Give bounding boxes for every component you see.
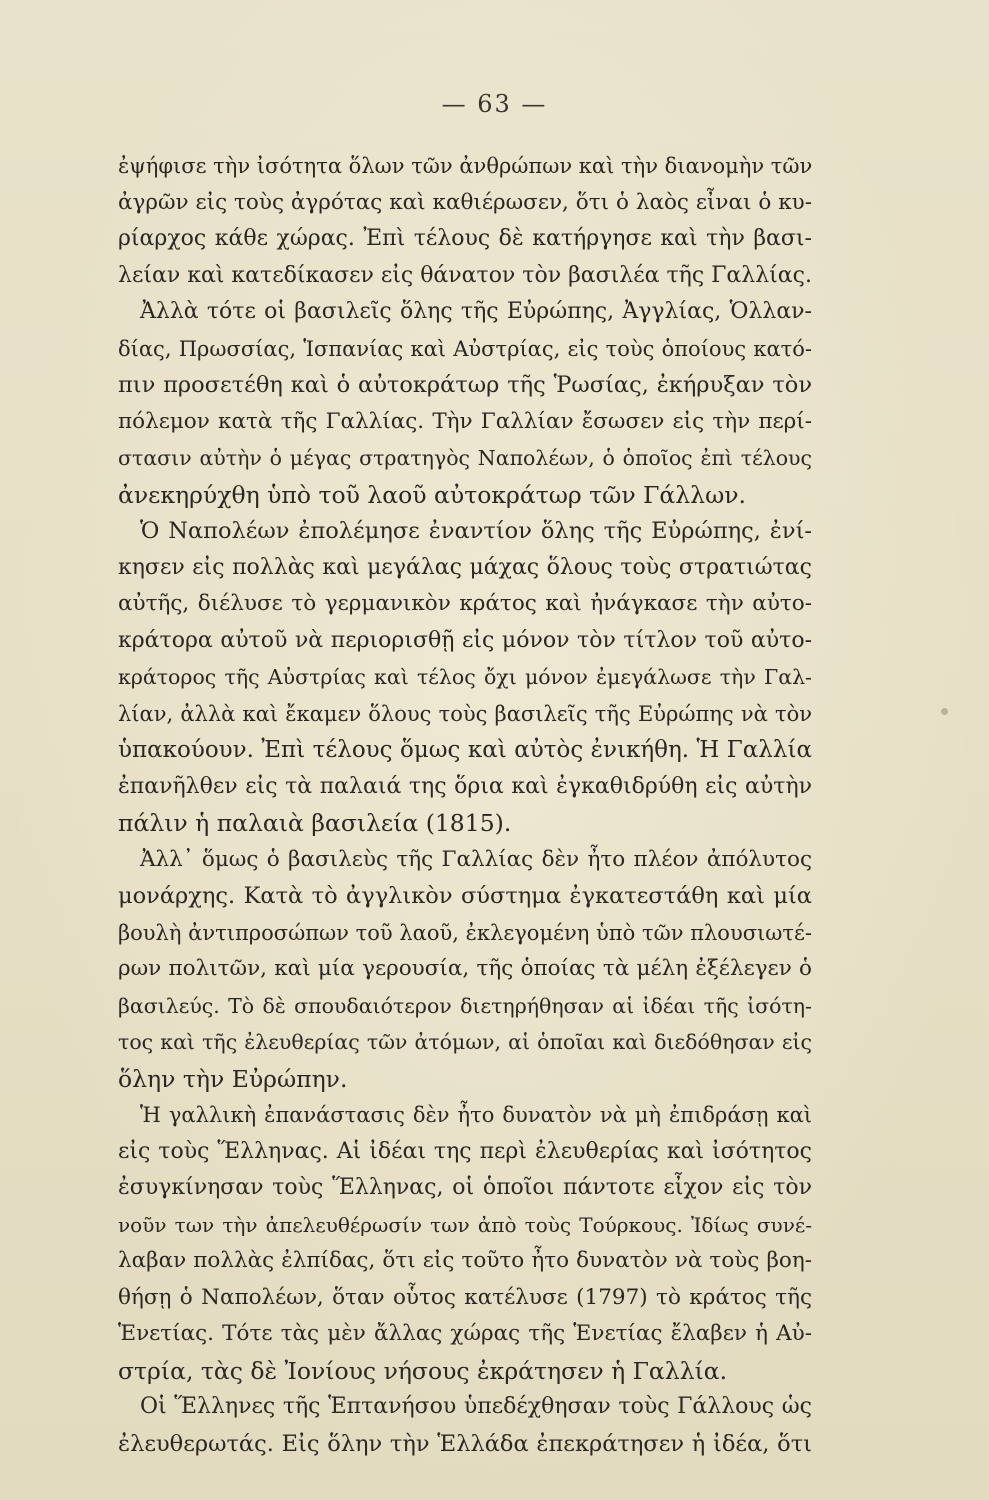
text-line: ἀγρῶν εἰς τοὺς ἀγρότας καὶ καθιέρωσεν, ὅτι ὁ λαὸς εἶναι ὁ κυ-	[118, 189, 812, 215]
text-line: νοῦν των τὴν ἀπελευθέρωσίν των ἀπὸ τοὺς Τούρκους. Ἰδίως συνέ-	[118, 1212, 812, 1237]
text-line: ἀνεκηρύχθη ὑπὸ τοῦ λαοῦ αὐτοκράτωρ τῶν Γάλλων.	[118, 480, 746, 509]
text-line: ρων πολιτῶν, καὶ μία γερουσία, τῆς ὁποίας τὰ μέλη ἐξέλεγεν ὁ	[118, 956, 812, 981]
text-line: ἐψήφισε τὴν ἰσότητα ὅλων τῶν ἀνθρώπων καὶ τὴν διανομὴν τῶν	[118, 154, 813, 178]
text-line: ἐλευθερωτάς. Εἰς ὅλην τὴν Ἑλλάδα ἐπεκράτησεν ἡ ἰδέα, ὅτι	[118, 1430, 812, 1457]
text-line: ὑπακούουν. Ἐπὶ τέλους ὅμως καὶ αὐτὸς ἐνικήθη. Ἡ Γαλλία	[118, 737, 812, 763]
text-line: πιν προσετέθη καὶ ὁ αὐτοκράτωρ τῆς Ῥωσίας, ἐκήρυξαν τὸν	[118, 372, 812, 398]
text-line: στασιν αὐτὴν ὁ μέγας στρατηγὸς Ναπολέων, ὁ ὁποῖος ἐπὶ τέλους	[118, 446, 812, 470]
text-line: βασιλεύς. Τὸ δὲ σπουδαιότερον διετηρήθησαν αἱ ἰδέαι τῆς ἰσότη-	[118, 993, 812, 1018]
text-line: δίας, Πρωσσίας, Ἱσπανίας καὶ Αὐστρίας, εἰς τοὺς ὁποίους κατό-	[118, 336, 812, 361]
text-line: Ἀλλὰ τότε οἱ βασιλεῖς ὅλης τῆς Εὐρώπης, Ἀγγλίας, Ὁλλαν-	[140, 299, 812, 324]
text-line: εἰς τοὺς Ἕλληνας. Αἱ ἰδέαι της περὶ ἐλευθερίας καὶ ἰσότητος	[118, 1138, 812, 1164]
text-line: τος καὶ τῆς ἐλευθερίας τῶν ἀτόμων, αἱ ὁποῖαι καὶ διεδόθησαν εἰς	[118, 1030, 812, 1054]
text-line: λίαν, ἀλλὰ καὶ ἔκαμεν ὅλους τοὺς βασιλεῖς τῆς Εὐρώπης νὰ τὸν	[118, 701, 812, 726]
text-line: λαβαν πολλὰς ἐλπίδας, ὅτι εἰς τοῦτο ἦτο δυνατὸν νὰ τοὺς βοη-	[118, 1248, 812, 1273]
text-line: ἐπανῆλθεν εἰς τὰ παλαιά της ὅρια καὶ ἐγκαθιδρύθη εἰς αὐτὴν	[118, 773, 812, 799]
text-line: Οἱ Ἕλληνες τῆς Ἑπτανήσου ὑπεδέχθησαν τοὺς Γάλλους ὡς	[140, 1394, 812, 1419]
text-line: πάλιν ἡ παλαιὰ βασιλεία (1815).	[118, 809, 512, 837]
text-line: στρία, τὰς δὲ Ἰονίους νήσους ἐκράτησεν ἡ Γαλλία.	[118, 1356, 728, 1385]
text-line: Ἡ γαλλικὴ ἐπανάστασις δὲν ἦτο δυνατὸν νὰ μὴ ἐπιδράσῃ καὶ	[140, 1103, 812, 1127]
text-line: αὐτῆς, διέλυσε τὸ γερμανικὸν κράτος καὶ ἠνάγκασε τὴν αὐτο-	[118, 591, 812, 616]
text-line: ἐσυγκίνησαν τοὺς Ἕλληνας, οἱ ὁποῖοι πάντοτε εἶχον εἰς τὸν	[118, 1175, 812, 1200]
text-line: Ἑνετίας. Τότε τὰς μὲν ἄλλας χώρας τῆς Ἑνετίας ἔλαβεν ἡ Αὐ-	[118, 1321, 812, 1346]
text-line: μονάρχης. Κατὰ τὸ ἀγγλικὸν σύστημα ἐγκατεστάθη καὶ μία	[118, 883, 812, 909]
body-text	[118, 148, 812, 1462]
text-line: πόλεμον κατὰ τῆς Γαλλίας. Τὴν Γαλλίαν ἔσωσεν εἰς τὴν περί-	[118, 408, 812, 434]
text-line: κράτορος τῆς Αὐστρίας καὶ τέλος ὄχι μόνον ἐμεγάλωσε τὴν Γαλ-	[118, 665, 812, 689]
page-number: — 63 —	[441, 90, 548, 118]
text-line: βουλὴ ἀντιπροσώπων τοῦ λαοῦ, ἐκλεγομένη ὑπὸ τῶν πλουσιωτέ-	[118, 920, 812, 945]
text-line: θήσῃ ὁ Ναπολέων, ὅταν οὗτος κατέλυσε (1797) τὸ κράτος τῆς	[118, 1284, 812, 1310]
text-line: Ἀλλ᾿ ὅμως ὁ βασιλεὺς τῆς Γαλλίας δὲν ἦτο πλέον ἀπόλυτος	[140, 846, 812, 872]
text-line: ρίαρχος κάθε χώρας. Ἐπὶ τέλους δὲ κατήργησε καὶ τὴν βασι-	[118, 226, 812, 251]
text-line: λείαν καὶ κατεδίκασεν εἰς θάνατον τὸν βασιλέα τῆς Γαλλίας.	[118, 262, 812, 288]
text-line: κησεν εἰς πολλὰς καὶ μεγάλας μάχας ὅλους τοὺς στρατιώτας	[118, 554, 812, 580]
text-line: κράτορα αὐτοῦ νὰ περιορισθῇ εἰς μόνον τὸν τίτλον τοῦ αὐτο-	[118, 627, 812, 653]
paper-speck	[941, 708, 948, 715]
text-line: ὅλην τὴν Εὐρώπην.	[118, 1064, 348, 1093]
text-line: Ὁ Ναπολέων ἐπολέμησε ἐναντίον ὅλης τῆς Εὐρώπης, ἐνί-	[140, 518, 812, 544]
